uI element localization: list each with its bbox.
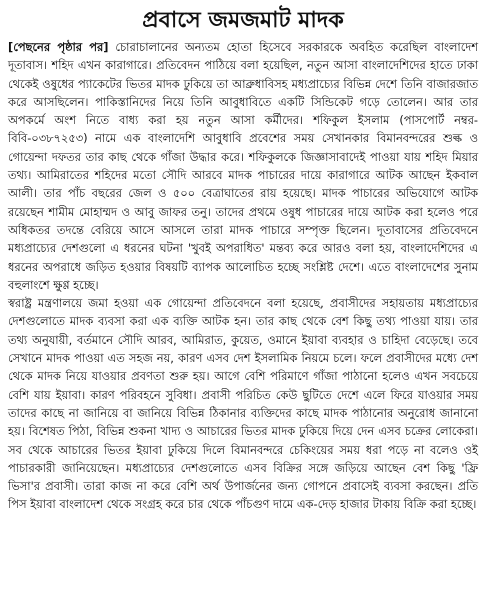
article-paragraph-1 [8, 38, 478, 294]
paragraph-2-text: স্বরাষ্ট্র মন্ত্রণালয়ে জমা হওয়া এক গোয়েন্দা প্রতিবেদনে বলা হয়েছে, প্রবাসীদের সহায়তায় মধ্যপ্রাচ্যের দেশগুলোতে মাদক ব্যবসা করা এক ব্যক্তি আটক হন। তার কাছ থেকে বেশ কিছু তথ্য পাওয়া যায়। তার তথ্য অনুযায়ী, বর্তমানে সৌদি আরব, আমিরাত, কুয়েত, ওমানে ইয়াবা ব্যবহার ও চাহিদা বেড়েছে। তবে সেখানে মাদক পাওয়া এত সহজ নয়, কারণ এসব দেশ ইসলামিক নিয়মে চলে। ফলে প্রবাসীদের মধ্যে দেশ থেকে মাদক নিয়ে যাওয়ার প্রবণতা শুরু হয়। আগে বেশি পরিমাণে গাঁজা পাঠানো হলেও এখন সবচেয়ে বেশি যায় ইয়াবা। কারণ পরিবহনে সুবিধা। প্রবাসী পরিচিত কেউ ছুটিতে দেশে এলে ফিরে যাওয়ার সময় তাদের কাছে না জানিয়ে বা জানিয়ে বিভিন্ন ঠিকানার ব্যক্তিদের কাছে মাদক পাঠানোর অনুরোধ জানানো হয়। বিশেষত পিঠা, বিভিন্ন শুকনা খাদ্য ও আচারের ভিতর মাদক ঢুকিয়ে দিয়ে দেন এসব চক্রের লোকেরা। সব থেকে আচারের ভিতর ইয়াবা ঢুকিয়ে দিলে বিমানবন্দরে চেকিংয়ের সময় ধরা পড়ে না বলেও ওই পাচারকারী জানিয়েছেন। মধ্যপ্রাচ্যের দেশগুলোতে এসব বিক্রির সঙ্গে জড়িয়ে আছেন বেশ কিছু 'ফ্রি ভিসা'র প্রবাসী। তারা কাজ না করে বেশি অর্থ উপার্জনের জন্য গোপনে প্রবাসেই ব্যবসা করছেন। প্রতি পিস ইয়াবা বাংলাদেশ থেকে সংগ্রহ করে চার থেকে পাঁচগুণ দামে এক-দেড় হাজার টাকায় বিক্রি করা হচ্ছে। [8, 296, 478, 512]
headline: প্রবাসে জমজমাট মাদক [142, 8, 344, 33]
paragraph-1-text: চোরাচালানের অন্যতম হোতা হিসেবে সরকারকে অবহিত করেছিল বাংলাদেশ দূতাবাস। শহিদ এখন কারাগারে। প্রতিবেদন পাঠিয়ে বলা হয়েছিল, নতুন আসা বাংলাদেশিদের হাতে ঢাকা থেকেই ওষুধের প্যাকেটের ভিতর মাদক ঢুকিয়ে তা আব্রুধাবিসহ মধ্যপ্রাচ্যের বিভিন্ন দেশে তিনি বাজারজাত করে আসছিলেন। পাকিস্তানিদের নিয়ে তিনি আবুধাবিতে একটি সিন্ডিকেট গড়ে তোলেন। আর তার অপকর্মে অংশ নিতে বাধ্য করা হয় নতুন আসা কর্মীদের। শফিকুল ইসলাম (পাসপোর্ট নম্বর-বিবি-০৩৮৭২৫৩) নামে এক বাংলাদেশি আবুধাবি প্রবেশের সময় সেখানকার বিমানবন্দরের শুল্ক ও গোয়েন্দা দফতর তার কাছ থেকে গাঁজা উদ্ধার করে। শফিকুলকে জিজ্ঞাসাবাদেই পাওয়া যায় শহিদ মিয়ার তথ্য। আমিরাতের শহিদের মতো সৌদি আরবে মাদক পাচারের দায়ে কারাগারে আটক আছেন ইকবাল আলী। তার পাঁচ বছরের জেল ও ৫০০ বেত্রাঘাতের রায় হয়েছে। মাদক পাচারের অভিযোগে আটক রয়েছেন শামীম মোহাম্মদ ও আবু জাফর তনু। তাদের প্রথমে ওষুধ পাচারের দায়ে আটক করা হলেও পরে অধিকতর তদন্তে বেরিয়ে আসে আসলে তারা মাদক পাচারে সম্পৃক্ত ছিলেন। দূতাবাসের প্রতিবেদনে মধ্যপ্রাচ্যের দেশগুলো এ ধরনের ঘটনা 'খুবই অপরাধিত' মন্তব্য করে আরও বলা হয়, বাংলাদেশিদের এ ধরনের অপরাধে জড়িত হওয়ার বিষয়টি ব্যাপক আলোচিত হচ্ছে সংশ্লিষ্ট দেশে। এতে বাংলাদেশের সুনাম বহুলাংশে ক্ষুণ্ণ হচ্ছে। [8, 40, 478, 292]
continuation-tag: [পেছনের পৃষ্ঠার পর] [8, 40, 109, 54]
article-paragraph-2 [8, 294, 478, 514]
article-body [8, 38, 478, 514]
